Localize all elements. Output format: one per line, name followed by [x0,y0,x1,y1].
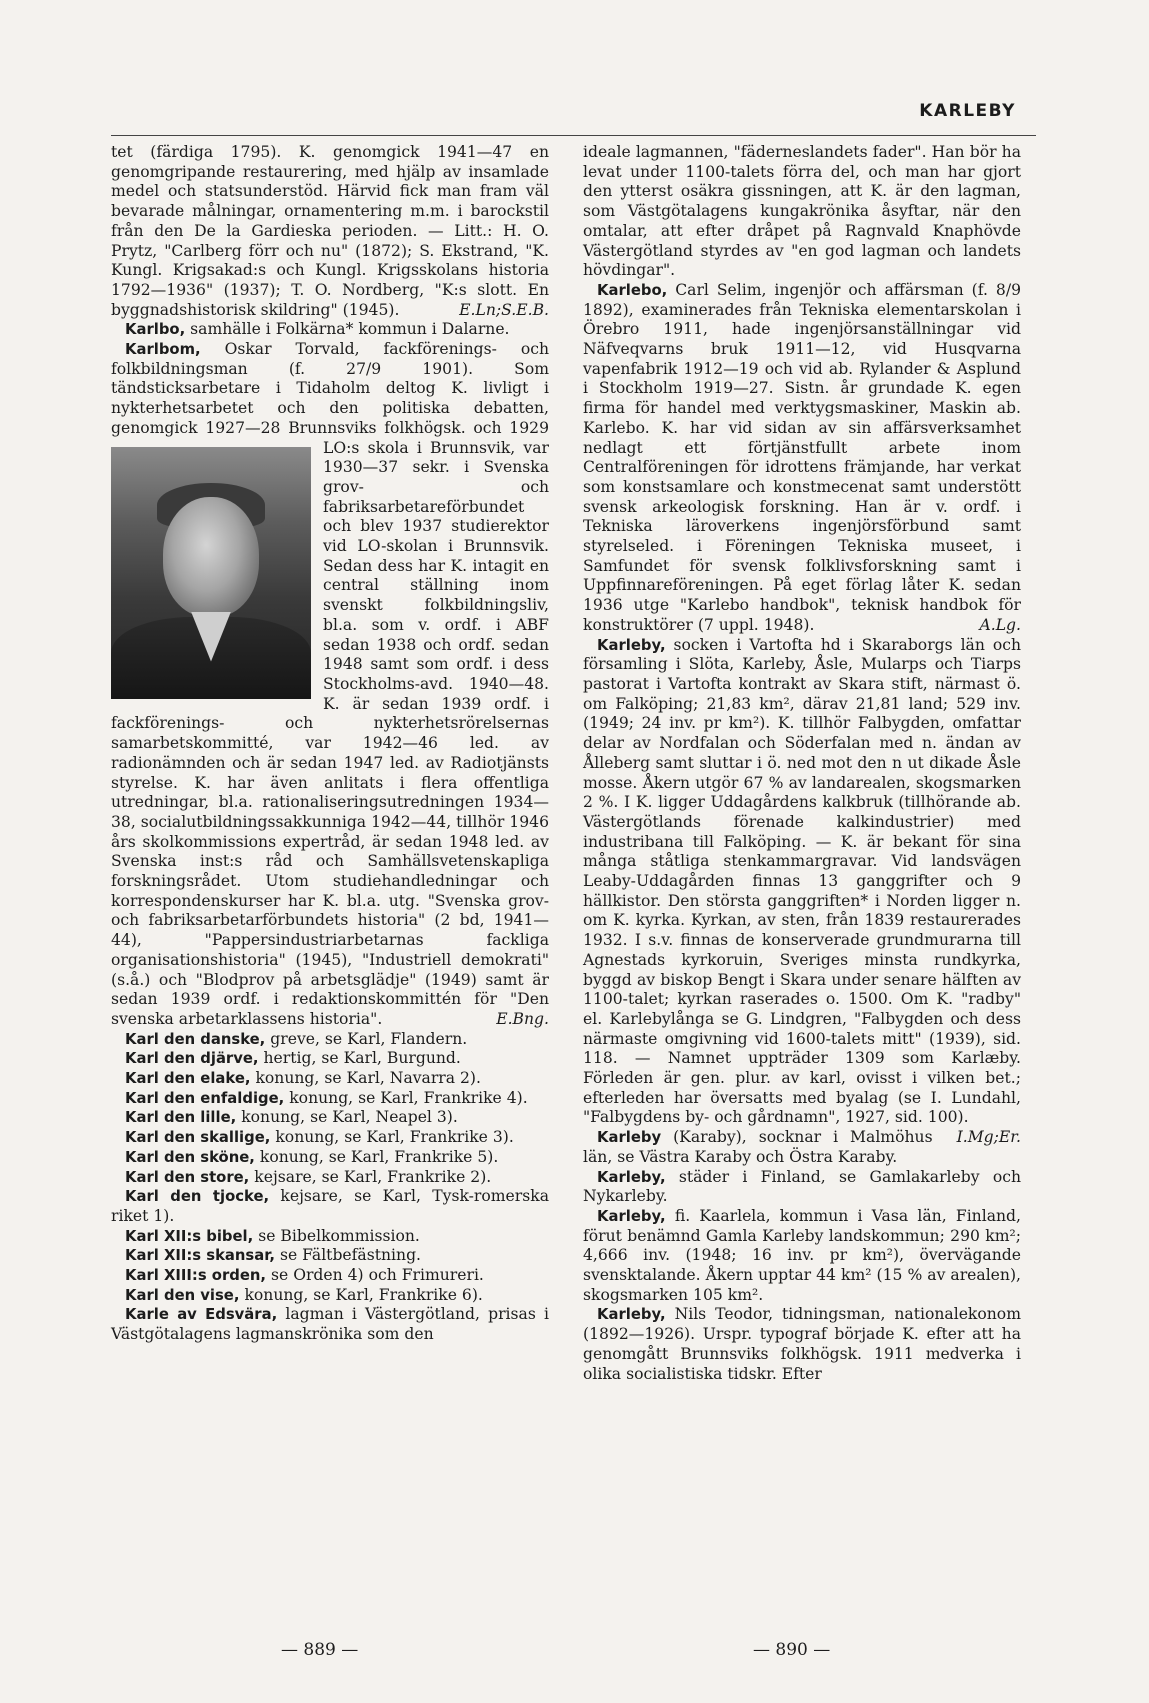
entry-text: konung, se Karl, Frankrike 3). [275,1128,514,1147]
entry-text: samhälle i Folkärna* kommun i Dalarne. [190,320,510,339]
face [163,497,259,617]
entry-headword: Karlbo, [125,321,186,339]
dictionary-entry [111,1108,549,1128]
entry-text: lagman i Västergötland, prisas i Västgötalagens lagmanskrönika som den [111,1305,549,1344]
entry-text: se Orden 4) och Frimureri. [271,1266,484,1285]
entry-headword: Karl den skallige, [125,1129,271,1147]
entry-headword: Karl den lille, [125,1109,237,1127]
dictionary-entry [583,281,1021,636]
entry-headword: Karl den vise, [125,1286,240,1304]
entry-headword: Karleby, [597,1306,666,1324]
entry-headword: Karleby, [597,1168,666,1186]
entry-headword: Karl XIII:s orden, [125,1267,267,1285]
dictionary-entry [111,1030,549,1050]
entry-headword: Karlbom, [125,341,201,359]
author-signature: E.Ln;S.E.B. [459,300,549,319]
dictionary-entry [111,1168,549,1188]
entry-text: socken i Vartofta hd i Skaraborgs län och församling i Slöta, Karleby, Åsle, Mularps och Tiarps pastorat i Vartofta kontrakt av Skara stift, närmast ö. om Falköping; 21,83 km², därav 21,81 land; 529 inv. (1949; 24 inv. pr km²). K. tillhör Falbygden, omfattar delar av Nordfalan och Söderfalan med n. ändan av Ålleberg samt sluttar i ö. ned mot den n ut dikade Åsle mosse. Åkern utgör 67 % av landarealen, skogsmarken 2 %. I K. ligger Uddagårdens kalkbruk (tillhörande ab. Västergötlands förenade kalkindustrier) med industribana till Falköping. — K. är bekant för sina många ståtliga stenkammargravar. Vid landsvägen Leaby-Uddagården finnas 13 ganggrifter och 9 hällkistor. Den största ganggriften* i Norden ligger n. om K. kyrka. Kyrkan, av sten, från 1839 restaurerades 1932. I s.v. finnas de konserverade grundmurarna till Agnestads kyrkoruin, Sveriges minsta rundkyrka, byggd av biskop Bengt i Skara under senare hälften av 1100-talet; kyrkan raserades o. 1500. Om K. "radby" el. Karlebylånga se G. Lindgren, "Falbygden och dess närmaste omgivning vid 1600-talets mitt" (1939), sid. 118. — Namnet uppträder 1309 som Karlæby. Förleden är gen. plur. av karl, ovisst i vilken bet.; efterleden har översatts med byalag (se I. Lundahl, "Falbygdens by- och gårdnamn", 1927, sid. 100). [583,635,1022,1127]
entry-headword: Karl den djärve, [125,1050,259,1068]
entry-continuation [583,143,1021,281]
dictionary-entry [583,1305,1021,1384]
column-right [583,143,1021,1384]
dictionary-entry [111,1286,549,1306]
dictionary-entry [111,1305,549,1344]
entry-headword: Karl den store, [125,1168,250,1186]
entry-headword: Karleby, [597,636,666,654]
dictionary-entry [583,1168,1021,1207]
dictionary-entry [111,320,549,340]
entry-headword: Karl XII:s skansar, [125,1247,275,1265]
dictionary-entry [111,1227,549,1247]
page-number-right: — 890 — [753,1640,831,1660]
entry-text: och 1929 LO:s skola i Brunnsvik, var 1930—37 sekr. i Svenska grov- och fabriksarbetareförbundet och blev 1937 studierektor vid LO-skolan i Brunnsvik. Sedan dess har K. intagit en central ställning inom svenskt folkbildningsliv, bl.a. som v. ordf. i ABF sedan 1938 och ordf. sedan 1948 samt som ordf. i dess Stockholms-avd. 1940—48. K. är sedan 1939 ordf. i fackförenings- och nykterhetsrörelsernas samarbetskommitté, var 1942—46 led. av radionämnden och är sedan 1947 led. av Radiotjänsts styrelse. K. har även anlitats i flera offentliga utredningar, bl.a. rationaliseringsutredningen 1934—38, socialutbildningssakkunniga 1942—44, tillhör 1946 års skolkommissions expertråd, är sedan 1948 led. av Svenska inst:s råd och Samhällsvetenskapliga forskningsrådet. Utom studiehandledningar och korrespondenskurser har K. bl.a. utg. "Svenska grov- och fabriksarbetarförbundets historia" (2 bd, 1941—44), "Pappersindustriarbetarnas fackliga organisationshistoria" (1945), "Industriell demokrati" (s.å.) och "Blodprov på arbetsglädje" (1949) samt är sedan 1939 ordf. i redaktionskommittén för "Den svenska arbetarklassens historia". [111,418,549,1028]
entry-text: Oskar Torvald, fackförenings- och folkbildningsman (f. 27/9 1901). Som tändsticksarbetare i Tidaholm deltog K. livligt i nykterhetsarbetet och den politiska debatten, genomgick 1927—28 Brunnsviks folkhögsk. [111,340,549,437]
entry-text: städer i Finland, se Gamlakarleby och Nykarleby. [583,1167,1021,1206]
entry-text: konung, se Karl, Frankrike 6). [244,1285,483,1304]
entry-headword: Karl XII:s bibel, [125,1227,254,1245]
entry-text: se Bibelkommission. [258,1226,420,1245]
entry-text: hertig, se Karl, Burgund. [263,1049,461,1068]
author-signature: I.Mg;Er. [956,1128,1021,1147]
entry-text: kejsare, se Karl, Tysk-romerska riket 1). [111,1187,549,1225]
entry-text: se Fältbefästning. [279,1246,422,1265]
entry-text: konung, se Karl, Navarra 2). [255,1069,481,1088]
entry-headword: Karl den sköne, [125,1148,255,1166]
entry-headword: Karl den elake, [125,1070,251,1088]
dictionary-entry [111,1246,549,1266]
dictionary-entry [111,340,549,1030]
dictionary-entry [111,1266,549,1286]
entry-continuation [111,143,549,320]
column-left [111,143,549,1345]
dictionary-entry [111,1069,549,1089]
page-number-left: — 889 — [281,1640,359,1660]
entry-text: (Karaby), socknar i Malmöhus län, se Västra Karaby och Östra Karaby. [583,1128,933,1166]
running-head: KARLEBY [919,101,1016,121]
author-signature: E.Bng. [496,1009,549,1028]
entry-headword: Karlebo, [597,281,668,299]
entry-text: konung, se Karl, Neapel 3). [241,1108,458,1127]
header-rule [111,135,1036,136]
entry-text: Carl Selim, ingenjör och affärsman (f. 8/9 1892), examinerades från Tekniska elementarskolan i Örebro 1911, hade ingenjörsanställningar vid Näfveqvarns bruk 1911—12, vid Husqvarna vapenfabrik 1912—19 och vid ab. Rylander & Asplund i Stockholm 1919—27. Sistn. år grundade K. egen firma för handel med verktygsmaskiner, Maskin ab. Karlebo. K. har vid sidan av sin affärsverksamhet nedlagt ett förtjänstfullt arbete inom Centralföreningen för idrottens främjande, har verkat som konstsamlare och konstmecenat samt understött svensk arkeologisk forskning. Han är v. ordf. i Tekniska läroverkens ingenjörsförbund samt styrelseled. i Föreningen Tekniska museet, i Samfundet för svensk folklivsforskning samt i Uppfinnareföreningen. På eget förlag låter K. sedan 1936 utge "Karlebo handbok", teknisk handbok för konstruktörer (7 uppl. 1948). [583,280,1021,634]
entry-text: kejsare, se Karl, Frankrike 2). [254,1167,492,1186]
entry-headword: Karl den tjocke, [125,1188,270,1206]
entry-headword: Karleby [597,1129,662,1147]
portrait-photo [111,447,311,699]
entry-text: konung, se Karl, Frankrike 4). [289,1088,528,1107]
entry-text: ideale lagmannen, "fäderneslandets fader". Han bör ha levat under 1100-talets förra del, och man har gjort den ytterst osäkra gissningen, att K. är den lagman, som Västgötalagens kungakrönika åsyftar, när den omtalar, att efter dråpet på Ragnvald Knaphövde Västergötland styrdes av "en god lagman och landets hövdingar". [583,143,1021,280]
entry-text: Nils Teodor, tidningsman, nationalekonom (1892—1926). Urspr. typograf började K. efter att ha genomgått Brunnsviks folkhögsk. 1911 medverka i olika socialistiska tidskr. Efter [583,1305,1021,1383]
entry-headword: Karleby, [597,1207,666,1225]
entry-headword: Karle av Edsvära, [125,1306,278,1324]
dictionary-entry [111,1187,549,1226]
author-signature: A.Lg. [979,615,1021,634]
dictionary-entry [111,1049,549,1069]
entry-headword: Karl den danske, [125,1030,266,1048]
dictionary-entry [111,1148,549,1168]
entry-text: tet (färdiga 1795). K. genomgick 1941—47 en genomgripande restaurering, med hjälp av insamlade medel och statsunderstöd. Härvid fick man fram väl bevarade målningar, ornamentering m.m. i barockstil från den De la Gardieska perioden. — Litt.: H. O. Prytz, "Carlberg förr och nu" (1872); S. Ekstrand, "K. Kungl. Krigsakad:s och Kungl. Krigsskolans historia 1792—1936" (1937); T. O. Nordberg, "K:s slott. En byggnadshistorisk skildring" (1945). [111,143,549,319]
entry-text: greve, se Karl, Flandern. [270,1029,468,1048]
dictionary-entry [111,1089,549,1109]
entry-headword: Karl den enfaldige, [125,1089,285,1107]
entry-text: konung, se Karl, Frankrike 5). [259,1147,499,1166]
dictionary-entry [583,1207,1021,1306]
entry-text: fi. Kaarlela, kommun i Vasa län, Finland, förut benämnd Gamla Karleby landskommun; 290 km²; 4,666 inv. (1948; 16 inv. pr km²), övervägande svensktalande. Åkern upptar 44 km² (15 % av arealen), skogsmarken 105 km². [583,1206,1021,1304]
dictionary-entry [111,1128,549,1148]
